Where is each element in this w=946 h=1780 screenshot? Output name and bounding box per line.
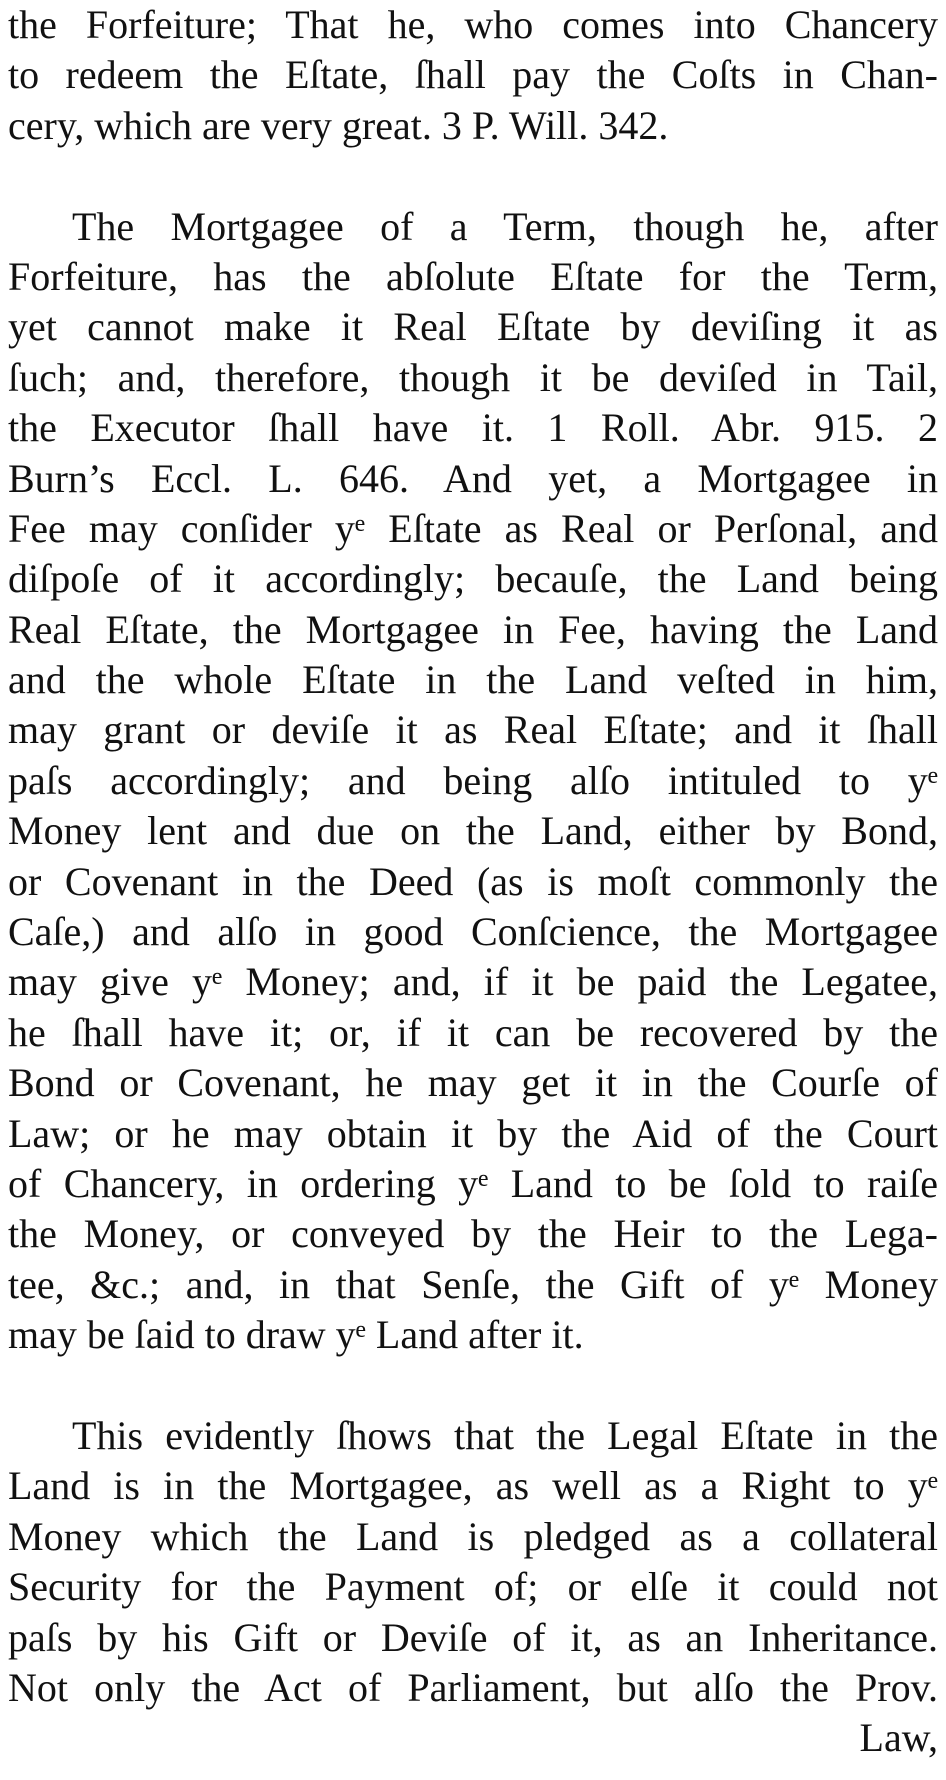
text-line: to redeem the Eſtate, ſhall pay the Coſts in Chan- bbox=[8, 52, 938, 98]
text-line: paſs by his Gift or Deviſe of it, as an Inheritance. bbox=[8, 1614, 938, 1660]
text-line: tee, &c.; and, in that Senſe, the Gift of yᵉ Money bbox=[8, 1261, 938, 1307]
text-line: Money lent and due on the Land, either by Bond, bbox=[8, 808, 938, 854]
text-line: Real Eſtate, the Mortgagee in Fee, having the Land bbox=[8, 606, 938, 652]
paragraph-gap bbox=[8, 151, 938, 201]
text-line: Caſe,) and alſo in good Conſcience, the Mortgagee bbox=[8, 909, 938, 955]
document-page bbox=[8, 0, 938, 1764]
text-line: Money which the Land is pledged as a collateral bbox=[8, 1513, 938, 1559]
text-line: The Mortgagee of a Term, though he, after bbox=[72, 203, 938, 249]
text-line: may grant or deviſe it as Real Eſtate; and it ſhall bbox=[8, 707, 938, 753]
text-line: Burn’s Eccl. L. 646. And yet, a Mortgagee in bbox=[8, 455, 938, 501]
text-line: Fee may conſider yᵉ Eſtate as Real or Perſonal, and bbox=[8, 505, 938, 551]
text-line: the Executor ſhall have it. 1 Roll. Abr. 915. 2 bbox=[8, 405, 938, 451]
paragraph-1 bbox=[8, 0, 938, 151]
text-line: and the whole Eſtate in the Land veſted in him, bbox=[8, 657, 938, 703]
text-line: of Chancery, in ordering yᵉ Land to be ſold to raiſe bbox=[8, 1160, 938, 1206]
text-line: or Covenant in the Deed (as is moſt commonly the bbox=[8, 858, 938, 904]
text-line: diſpoſe of it accordingly; becauſe, the Land being bbox=[8, 556, 938, 602]
text-line: yet cannot make it Real Eſtate by deviſing it as bbox=[8, 304, 938, 350]
text-line: Security for the Payment of; or elſe it could not bbox=[8, 1564, 938, 1610]
text-line: paſs accordingly; and being alſo intituled to yᵉ bbox=[8, 757, 938, 803]
paragraph-3 bbox=[8, 1411, 938, 1713]
text-line: the Forfeiture; That he, who comes into Chancery bbox=[8, 2, 938, 47]
text-line: the Money, or conveyed by the Heir to the Lega- bbox=[8, 1211, 938, 1257]
text-line: may give yᵉ Money; and, if it be paid the Legatee, bbox=[8, 959, 938, 1005]
text-line: cery, which are very great. 3 P. Will. 342. bbox=[8, 102, 669, 148]
text-line: ſuch; and, therefore, though it be deviſed in Tail, bbox=[8, 354, 938, 400]
catchword: Law, bbox=[859, 1715, 938, 1761]
text-line: Not only the Act of Parliament, but alſo the Prov. bbox=[8, 1664, 938, 1710]
text-line: Forfeiture, has the abſolute Eſtate for the Term, bbox=[8, 253, 938, 299]
text-line: Law; or he may obtain it by the Aid of the Court bbox=[8, 1110, 938, 1156]
text-line: may be ſaid to draw yᵉ Land after it. bbox=[8, 1312, 584, 1358]
text-line: Bond or Covenant, he may get it in the Courſe of bbox=[8, 1060, 938, 1106]
paragraph-2 bbox=[8, 202, 938, 1361]
text-line: he ſhall have it; or, if it can be recovered by the bbox=[8, 1009, 938, 1055]
paragraph-gap bbox=[8, 1361, 938, 1411]
text-line: This evidently ſhows that the Legal Eſtate in the bbox=[72, 1412, 938, 1458]
text-line: Land is in the Mortgagee, as well as a Right to yᵉ bbox=[8, 1463, 938, 1509]
